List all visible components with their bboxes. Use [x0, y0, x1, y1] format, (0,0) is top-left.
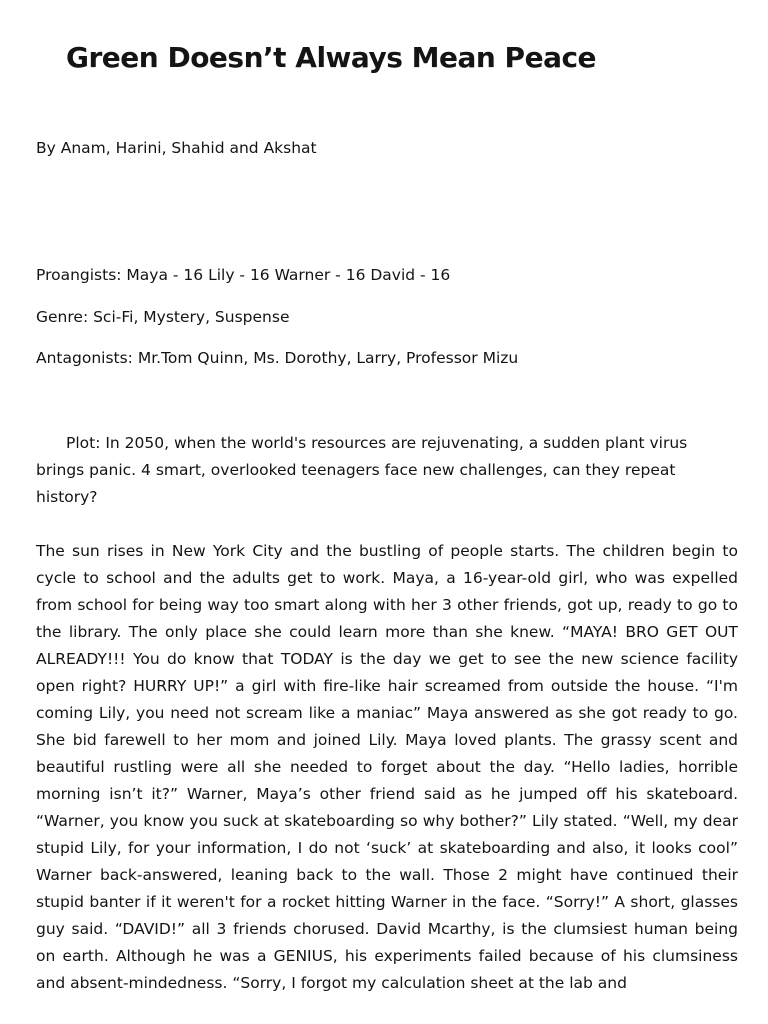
plot-paragraph: Plot: In 2050, when the world's resources are rejuvenating, a sudden plant virus brings panic. 4 smart, overlooked teenagers face new challenges, can they repeat history? [36, 434, 688, 506]
story-paragraph: The sun rises in New York City and the bustling of people starts. The children begin to cycle to school and the adults get to work. Maya, a 16-year-old girl, who was expelled from school for being way too smart along with her 3 other friends, got up, ready to go to the library. The only place she could learn more than she knew. “MAYA! BRO GET OUT ALREADY!!! You do know that TODAY is the day we get to see the new science facility open right? HURRY UP!” a girl with fire-like hair screamed from outside the house. “I'm coming Lily, you need not scream like a maniac” Maya answered as she got ready to go. She bid farewell to her mom and joined Lily. Maya loved plants. The grassy scent and beautiful rustling were all she needed to forget about the day. “Hello ladies, horrible morning isn’t it?” Warner, Maya’s other friend said as he jumped off his skateboard. “Warner, you know you suck at skateboarding so why bother?” Lily stated. “Well, my dear stupid Lily, for your information, I do not ‘suck’ at skateboarding and also, it looks cool” Warner back-answered, leaning back to the wall. Those 2 might have continued their stupid banter if it weren't for a rocket hitting Warner in the face. “Sorry!” A short, glasses guy said. “DAVID!” all 3 friends chorused. David Mcarthy, is the clumsiest human being on earth. Although he was a GENIUS, his experiments failed because of his clumsiness and absent-mindedness. “Sorry, I forgot my calculation sheet at the lab and [36, 542, 738, 992]
protagonists-line: Proangists: Maya - 16 Lily - 16 Warner - 16 David - 16 [36, 266, 451, 284]
document-title: Green Doesn’t Always Mean Peace [66, 41, 597, 74]
antagonists-line: Antagonists: Mr.Tom Quinn, Ms. Dorothy, Larry, Professor Mizu [36, 349, 519, 367]
byline: By Anam, Harini, Shahid and Akshat [36, 139, 317, 157]
genre-line: Genre: Sci-Fi, Mystery, Suspense [36, 308, 290, 326]
